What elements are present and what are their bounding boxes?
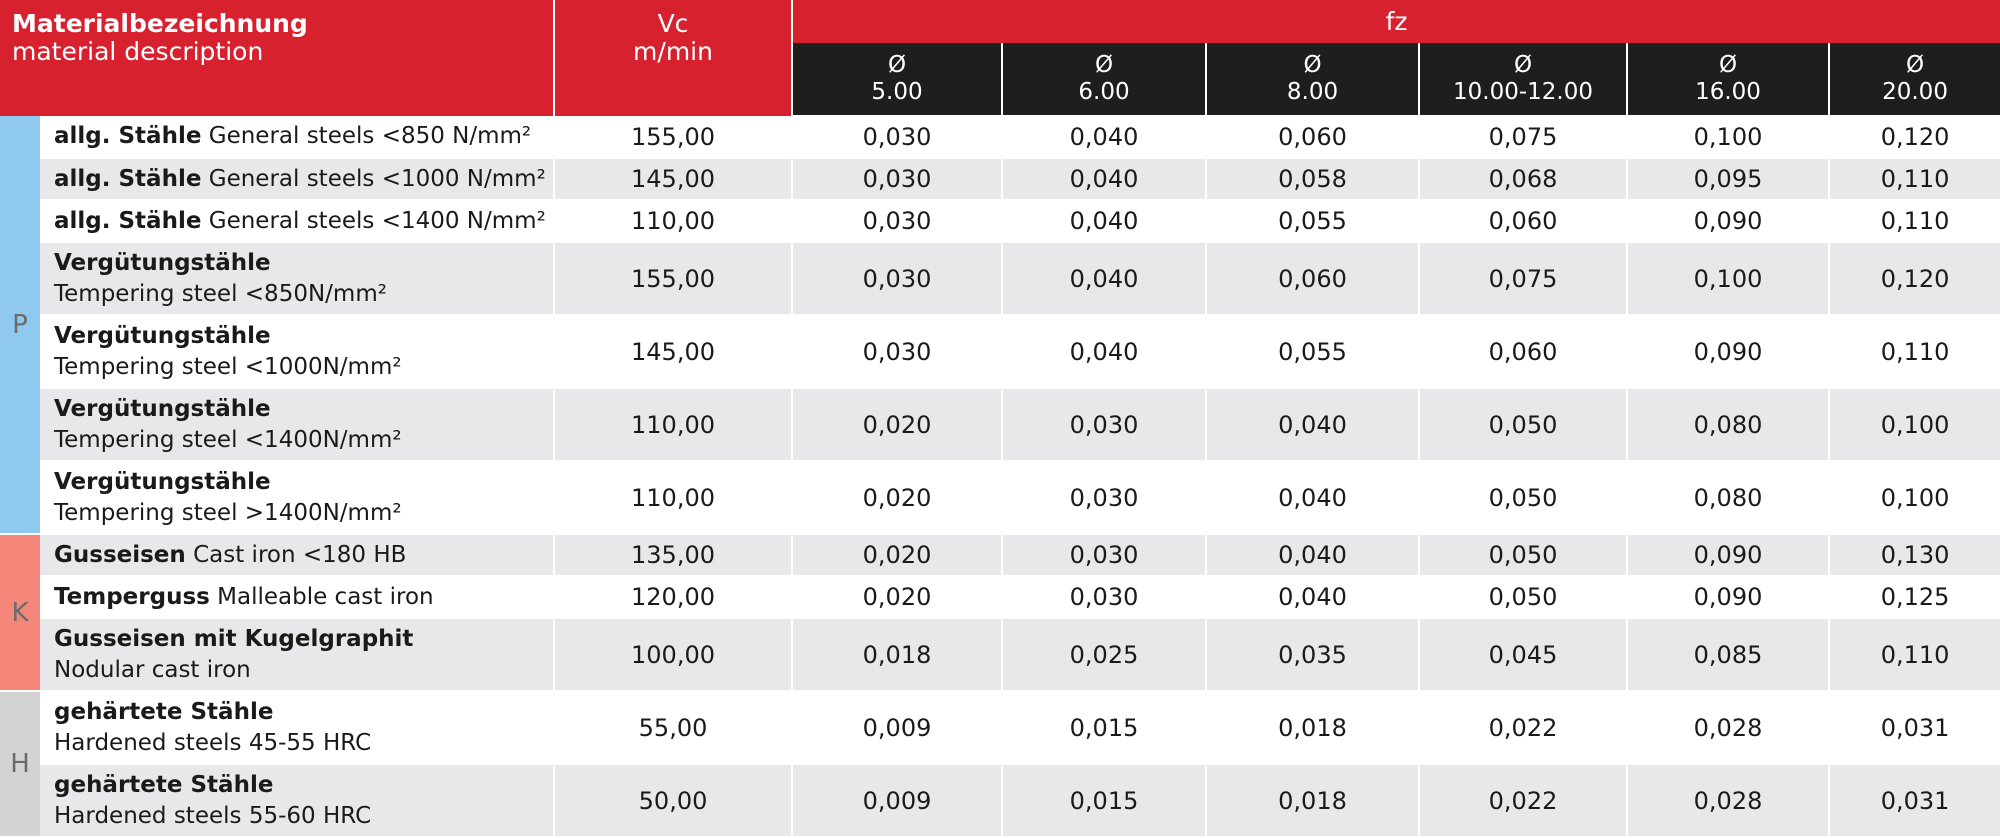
material-description xyxy=(40,691,554,764)
diameter-value: 16.00 xyxy=(1695,79,1761,105)
fz-value: 0,060 xyxy=(1206,116,1419,158)
material-name-en: Tempering steel <1000N/mm² xyxy=(54,353,402,380)
fz-value: 0,018 xyxy=(792,618,1002,691)
material-name-en: Cast iron <180 HB xyxy=(193,541,407,568)
material-name-de: gehärtete Stähle xyxy=(54,771,274,798)
diameter-header xyxy=(1829,43,2000,116)
vc-value: 110,00 xyxy=(554,388,792,461)
material-description xyxy=(40,315,554,388)
table-row xyxy=(0,691,2000,764)
material-name-en: Tempering steel <850N/mm² xyxy=(54,280,387,307)
material-description xyxy=(40,534,554,576)
fz-value: 0,022 xyxy=(1419,691,1627,764)
fz-value: 0,030 xyxy=(792,200,1002,242)
fz-value: 0,050 xyxy=(1419,388,1627,461)
fz-value: 0,075 xyxy=(1419,116,1627,158)
material-name-de: allg. Stähle xyxy=(54,165,202,192)
fz-value: 0,060 xyxy=(1419,315,1627,388)
fz-value: 0,110 xyxy=(1829,315,2000,388)
material-description xyxy=(40,461,554,534)
diameter-header xyxy=(792,43,1002,116)
fz-value: 0,075 xyxy=(1419,242,1627,315)
fz-value: 0,040 xyxy=(1002,200,1206,242)
fz-value: 0,100 xyxy=(1829,461,2000,534)
material-description xyxy=(40,576,554,618)
fz-value: 0,040 xyxy=(1002,315,1206,388)
fz-value: 0,060 xyxy=(1419,200,1627,242)
material-header-en: material description xyxy=(12,37,264,66)
fz-value: 0,040 xyxy=(1206,534,1419,576)
vc-value: 50,00 xyxy=(554,764,792,837)
fz-value: 0,110 xyxy=(1829,158,2000,200)
material-name-de: Gusseisen mit Kugelgraphit xyxy=(54,625,414,652)
material-name-en: Tempering steel <1400N/mm² xyxy=(54,426,402,453)
material-name-de: gehärtete Stähle xyxy=(54,698,274,725)
fz-value: 0,095 xyxy=(1627,158,1829,200)
material-description xyxy=(40,388,554,461)
fz-value: 0,028 xyxy=(1627,764,1829,837)
fz-value: 0,090 xyxy=(1627,315,1829,388)
fz-value: 0,060 xyxy=(1206,242,1419,315)
fz-value: 0,090 xyxy=(1627,534,1829,576)
fz-value: 0,050 xyxy=(1419,461,1627,534)
table-row xyxy=(0,315,2000,388)
fz-value: 0,090 xyxy=(1627,200,1829,242)
fz-value: 0,130 xyxy=(1829,534,2000,576)
fz-value: 0,040 xyxy=(1002,242,1206,315)
fz-value: 0,058 xyxy=(1206,158,1419,200)
table-row xyxy=(0,461,2000,534)
vc-value: 120,00 xyxy=(554,576,792,618)
material-name-en: Malleable cast iron xyxy=(217,583,434,610)
fz-value: 0,018 xyxy=(1206,764,1419,837)
fz-value: 0,090 xyxy=(1627,576,1829,618)
fz-value: 0,068 xyxy=(1419,158,1627,200)
fz-value: 0,030 xyxy=(1002,388,1206,461)
material-name-de: allg. Stähle xyxy=(54,123,202,149)
fz-value: 0,100 xyxy=(1829,388,2000,461)
vc-value: 145,00 xyxy=(554,158,792,200)
material-description xyxy=(40,158,554,200)
material-name-en: Nodular cast iron xyxy=(54,656,251,683)
fz-value: 0,018 xyxy=(1206,691,1419,764)
vc-header-symbol: Vc xyxy=(657,9,689,38)
table-row xyxy=(0,200,2000,242)
fz-value: 0,100 xyxy=(1627,242,1829,315)
diameter-symbol: Ø xyxy=(1094,52,1114,78)
material-name-de: Vergütungstähle xyxy=(54,322,271,349)
fz-value: 0,040 xyxy=(1002,116,1206,158)
table-body xyxy=(0,116,2000,837)
diameter-header xyxy=(1002,43,1206,116)
diameter-value: 8.00 xyxy=(1286,79,1339,105)
fz-value: 0,055 xyxy=(1206,200,1419,242)
diameter-value: 6.00 xyxy=(1078,79,1130,105)
vc-value: 135,00 xyxy=(554,534,792,576)
material-description xyxy=(40,200,554,242)
vc-header-unit: m/min xyxy=(633,37,713,66)
fz-value: 0,110 xyxy=(1829,618,2000,691)
vc-value: 155,00 xyxy=(554,116,792,158)
fz-value: 0,030 xyxy=(792,242,1002,315)
vc-value: 100,00 xyxy=(554,618,792,691)
fz-value: 0,050 xyxy=(1419,576,1627,618)
fz-value: 0,015 xyxy=(1002,764,1206,837)
vc-value: 110,00 xyxy=(554,200,792,242)
fz-value: 0,055 xyxy=(1206,315,1419,388)
table-row xyxy=(0,388,2000,461)
vc-value: 145,00 xyxy=(554,315,792,388)
material-header xyxy=(0,0,554,116)
diameter-value: 10.00-12.00 xyxy=(1453,79,1594,105)
fz-value: 0,020 xyxy=(792,388,1002,461)
fz-value: 0,031 xyxy=(1829,691,2000,764)
material-name-en: Hardened steels 55-60 HRC xyxy=(54,802,372,829)
fz-value: 0,120 xyxy=(1829,242,2000,315)
fz-value: 0,050 xyxy=(1419,534,1627,576)
diameter-symbol: Ø xyxy=(1303,52,1322,78)
fz-value: 0,030 xyxy=(1002,534,1206,576)
fz-value: 0,020 xyxy=(792,461,1002,534)
material-description xyxy=(40,242,554,315)
fz-value: 0,022 xyxy=(1419,764,1627,837)
diameter-symbol: Ø xyxy=(1513,52,1533,78)
fz-value: 0,030 xyxy=(1002,461,1206,534)
fz-value: 0,040 xyxy=(1206,388,1419,461)
fz-value: 0,028 xyxy=(1627,691,1829,764)
vc-header xyxy=(554,0,792,116)
table-row xyxy=(0,158,2000,200)
diameter-value: 20.00 xyxy=(1882,79,1948,105)
material-name-en: General steels <850 N/mm² xyxy=(208,123,532,149)
fz-value: 0,030 xyxy=(792,315,1002,388)
fz-value: 0,045 xyxy=(1419,618,1627,691)
fz-value: 0,030 xyxy=(792,158,1002,200)
material-name-de: allg. Stähle xyxy=(54,207,202,234)
fz-value: 0,009 xyxy=(792,764,1002,837)
category-cell-h: H xyxy=(0,691,40,837)
material-description xyxy=(40,764,554,837)
vc-value: 110,00 xyxy=(554,461,792,534)
material-name-de: Vergütungstähle xyxy=(54,395,271,422)
material-name-de: Gusseisen xyxy=(54,541,186,568)
fz-value: 0,080 xyxy=(1627,461,1829,534)
diameter-symbol: Ø xyxy=(1718,52,1738,78)
diameter-symbol: Ø xyxy=(887,52,907,78)
fz-value: 0,040 xyxy=(1002,158,1206,200)
fz-value: 0,110 xyxy=(1829,200,2000,242)
material-name-de: Vergütungstähle xyxy=(54,249,271,276)
material-name-de: Vergütungstähle xyxy=(54,468,271,495)
diameter-header xyxy=(1627,43,1829,116)
table-row xyxy=(0,534,2000,576)
fz-value: 0,100 xyxy=(1627,116,1829,158)
category-cell-p: P xyxy=(0,116,40,534)
fz-value: 0,031 xyxy=(1829,764,2000,837)
fz-value: 0,009 xyxy=(792,691,1002,764)
table-row xyxy=(0,116,2000,158)
diameter-header xyxy=(1206,43,1419,116)
fz-value: 0,020 xyxy=(792,534,1002,576)
fz-value: 0,020 xyxy=(792,576,1002,618)
material-name-en: Tempering steel >1400N/mm² xyxy=(54,499,402,526)
vc-value: 55,00 xyxy=(554,691,792,764)
fz-value: 0,040 xyxy=(1206,576,1419,618)
material-name-en: General steels <1400 N/mm² xyxy=(208,207,546,234)
diameter-value: 5.00 xyxy=(871,79,923,105)
material-name-en: Hardened steels 45-55 HRC xyxy=(54,729,372,756)
material-description xyxy=(40,618,554,691)
material-description xyxy=(40,116,554,158)
material-name-en: General steels <1000 N/mm² xyxy=(208,165,546,192)
table-row xyxy=(0,764,2000,837)
fz-value: 0,120 xyxy=(1829,116,2000,158)
table-row xyxy=(0,618,2000,691)
category-cell-k: K xyxy=(0,534,40,691)
diameter-symbol: Ø xyxy=(1905,52,1925,78)
table-row xyxy=(0,242,2000,315)
material-name-de: Temperguss xyxy=(54,583,210,610)
diameter-header xyxy=(1419,43,1627,116)
fz-value: 0,030 xyxy=(1002,576,1206,618)
fz-value: 0,035 xyxy=(1206,618,1419,691)
fz-value: 0,025 xyxy=(1002,618,1206,691)
fz-value: 0,080 xyxy=(1627,388,1829,461)
fz-value: 0,125 xyxy=(1829,576,2000,618)
fz-value: 0,015 xyxy=(1002,691,1206,764)
material-header-de: Materialbezeichnung xyxy=(12,9,308,38)
fz-value: 0,040 xyxy=(1206,461,1419,534)
fz-value: 0,085 xyxy=(1627,618,1829,691)
fz-value: 0,030 xyxy=(792,116,1002,158)
fz-header: fz xyxy=(792,0,2000,43)
table-row xyxy=(0,576,2000,618)
vc-value: 155,00 xyxy=(554,242,792,315)
